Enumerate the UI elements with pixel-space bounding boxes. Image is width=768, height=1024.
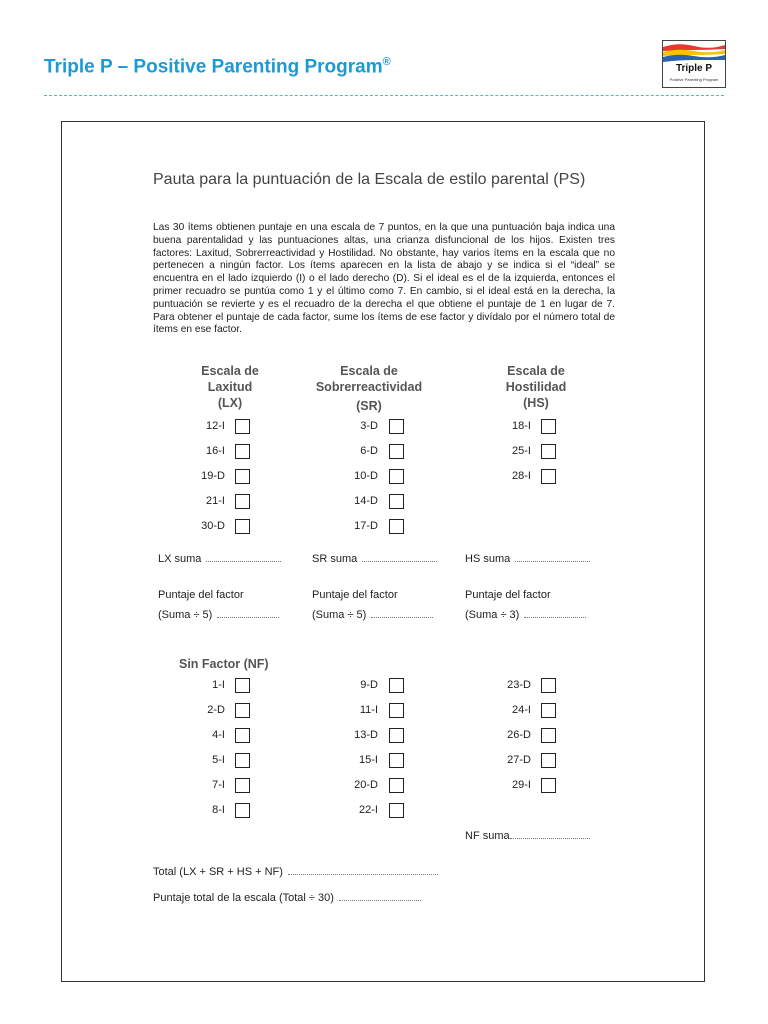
registered-mark: ®	[382, 56, 391, 68]
logo-subtext: Positive Parenting Program	[669, 77, 719, 82]
factor-formula: (Suma ÷ 3)	[465, 609, 520, 621]
item-label: 13-D	[354, 729, 378, 741]
item-label: 19-D	[201, 470, 225, 482]
scale-heading-line: Sobrerreactividad	[315, 380, 423, 394]
triple-p-logo	[662, 40, 726, 88]
item-checkbox[interactable]	[389, 444, 404, 459]
item-label: 4-I	[212, 729, 225, 741]
factor-formula-line	[158, 609, 279, 621]
item-label: 24-I	[512, 704, 531, 716]
item-checkbox[interactable]	[235, 469, 250, 484]
factor-field[interactable]	[217, 609, 279, 618]
item-checkbox[interactable]	[235, 444, 250, 459]
sum-line	[465, 553, 590, 565]
item-label: 29-I	[512, 779, 531, 791]
no-factor-heading: Sin Factor (NF)	[179, 657, 269, 671]
item-label: 14-D	[354, 495, 378, 507]
total-line	[153, 866, 438, 878]
item-label: 30-D	[201, 520, 225, 532]
item-checkbox[interactable]	[541, 469, 556, 484]
item-label: 20-D	[354, 779, 378, 791]
scale-heading-line: Escala de	[340, 364, 398, 378]
item-checkbox[interactable]	[235, 419, 250, 434]
item-checkbox[interactable]	[389, 419, 404, 434]
item-checkbox[interactable]	[541, 753, 556, 768]
item-label: 8-I	[212, 804, 225, 816]
item-checkbox[interactable]	[389, 469, 404, 484]
item-label: 28-I	[512, 470, 531, 482]
item-label: 21-I	[206, 495, 225, 507]
item-checkbox[interactable]	[541, 778, 556, 793]
item-label: 22-I	[359, 804, 378, 816]
item-label: 5-I	[212, 754, 225, 766]
item-label: 25-I	[512, 445, 531, 457]
item-label: 11-I	[359, 704, 378, 716]
nf-sum-label: NF suma	[465, 830, 510, 842]
item-label: 7-I	[212, 779, 225, 791]
scale-heading-line: (LX)	[217, 396, 243, 410]
nf-sum-line	[465, 830, 590, 842]
intro-paragraph: Las 30 ítems obtienen puntaje en una escala de 7 puntos, en la que una puntuación baja indica una buena parentalidad y las puntuaciones altas, una crianza disfuncional de los hijos. Existen tres factores: Laxitud, Sobrerreactividad y Hostilidad. No obstante, hay varios ítems en la escala que no pertenecen a ningún factor. Los ítems aparecen en la lista de abajo y se indica si el “ideal” se encuentra en el lado izquierdo (I) o el lado derecho (D). Si el ideal es el de la izquierda, entonces el primer recuadro se puntúa como 1 y el último como 7. En cambio, si el ideal está en la derecha, la puntuación se revierte y es el recuadro de la derecha el que obtiene el puntaje de 1 en lugar de 7. Para obtener el puntaje de cada factor, sume los ítems de ese factor y divídalo por el número total de ítems en ese factor.	[153, 222, 615, 336]
scale-total-field[interactable]	[339, 892, 421, 901]
sum-label: LX suma	[158, 553, 202, 565]
factor-label: Puntaje del factor	[158, 589, 244, 601]
factor-field[interactable]	[371, 609, 433, 618]
item-checkbox[interactable]	[389, 494, 404, 509]
item-label: 18-I	[512, 420, 531, 432]
item-checkbox[interactable]	[541, 728, 556, 743]
item-label: 27-D	[507, 754, 531, 766]
scale-heading-line: Laxitud	[207, 380, 253, 394]
item-label: 6-D	[360, 445, 378, 457]
item-label: 17-D	[354, 520, 378, 532]
header-divider	[44, 95, 724, 96]
item-checkbox[interactable]	[541, 419, 556, 434]
item-label: 16-I	[206, 445, 225, 457]
sum-field[interactable]	[206, 553, 281, 562]
scale-heading	[294, 363, 444, 414]
item-checkbox[interactable]	[541, 678, 556, 693]
item-checkbox[interactable]	[389, 753, 404, 768]
item-checkbox[interactable]	[389, 728, 404, 743]
item-label: 1-I	[212, 679, 225, 691]
item-label: 12-I	[206, 420, 225, 432]
factor-label: Puntaje del factor	[465, 589, 551, 601]
total-field[interactable]	[288, 866, 438, 875]
factor-formula: (Suma ÷ 5)	[158, 609, 213, 621]
item-checkbox[interactable]	[235, 703, 250, 718]
item-checkbox[interactable]	[235, 803, 250, 818]
item-checkbox[interactable]	[235, 519, 250, 534]
total-label: Total (LX + SR + HS + NF)	[153, 866, 283, 878]
scale-heading-line: Escala de	[507, 364, 565, 378]
item-label: 15-I	[359, 754, 378, 766]
factor-formula: (Suma ÷ 5)	[312, 609, 367, 621]
item-label: 26-D	[507, 729, 531, 741]
document-title: Pauta para la puntuación de la Escala de estilo parental (PS)	[153, 171, 586, 188]
item-label: 2-D	[207, 704, 225, 716]
scale-heading-line: Hostilidad	[505, 380, 567, 394]
sum-line	[312, 553, 437, 565]
scale-heading	[155, 363, 305, 411]
logo-stripes-icon	[663, 41, 725, 63]
scale-heading-line: (SR)	[356, 399, 382, 413]
item-checkbox[interactable]	[541, 444, 556, 459]
item-label: 23-D	[507, 679, 531, 691]
item-checkbox[interactable]	[235, 494, 250, 509]
item-label: 3-D	[360, 420, 378, 432]
sum-label: SR suma	[312, 553, 358, 565]
program-title: Triple P – Positive Parenting Program®	[44, 56, 391, 78]
logo-text: Triple P	[675, 63, 713, 74]
scale-total-label: Puntaje total de la escala (Total ÷ 30)	[153, 892, 334, 904]
scale-heading-line: Escala de	[201, 364, 259, 378]
scale-heading	[461, 363, 611, 411]
scale-total-line	[153, 892, 421, 904]
item-checkbox[interactable]	[541, 703, 556, 718]
factor-label: Puntaje del factor	[312, 589, 398, 601]
sum-line	[158, 553, 281, 565]
factor-formula-line	[312, 609, 433, 621]
sum-field[interactable]	[362, 553, 437, 562]
item-label: 10-D	[354, 470, 378, 482]
item-checkbox[interactable]	[235, 753, 250, 768]
factor-field[interactable]	[524, 609, 586, 618]
item-checkbox[interactable]	[235, 678, 250, 693]
nf-sum-field[interactable]	[510, 830, 590, 839]
item-checkbox[interactable]	[389, 778, 404, 793]
item-checkbox[interactable]	[389, 703, 404, 718]
sum-label: HS suma	[465, 553, 511, 565]
sum-field[interactable]	[515, 553, 590, 562]
item-checkbox[interactable]	[389, 678, 404, 693]
item-checkbox[interactable]	[389, 519, 404, 534]
item-checkbox[interactable]	[235, 778, 250, 793]
factor-formula-line	[465, 609, 586, 621]
item-label: 9-D	[360, 679, 378, 691]
item-checkbox[interactable]	[235, 728, 250, 743]
item-checkbox[interactable]	[389, 803, 404, 818]
scale-heading-line: (HS)	[523, 396, 549, 410]
